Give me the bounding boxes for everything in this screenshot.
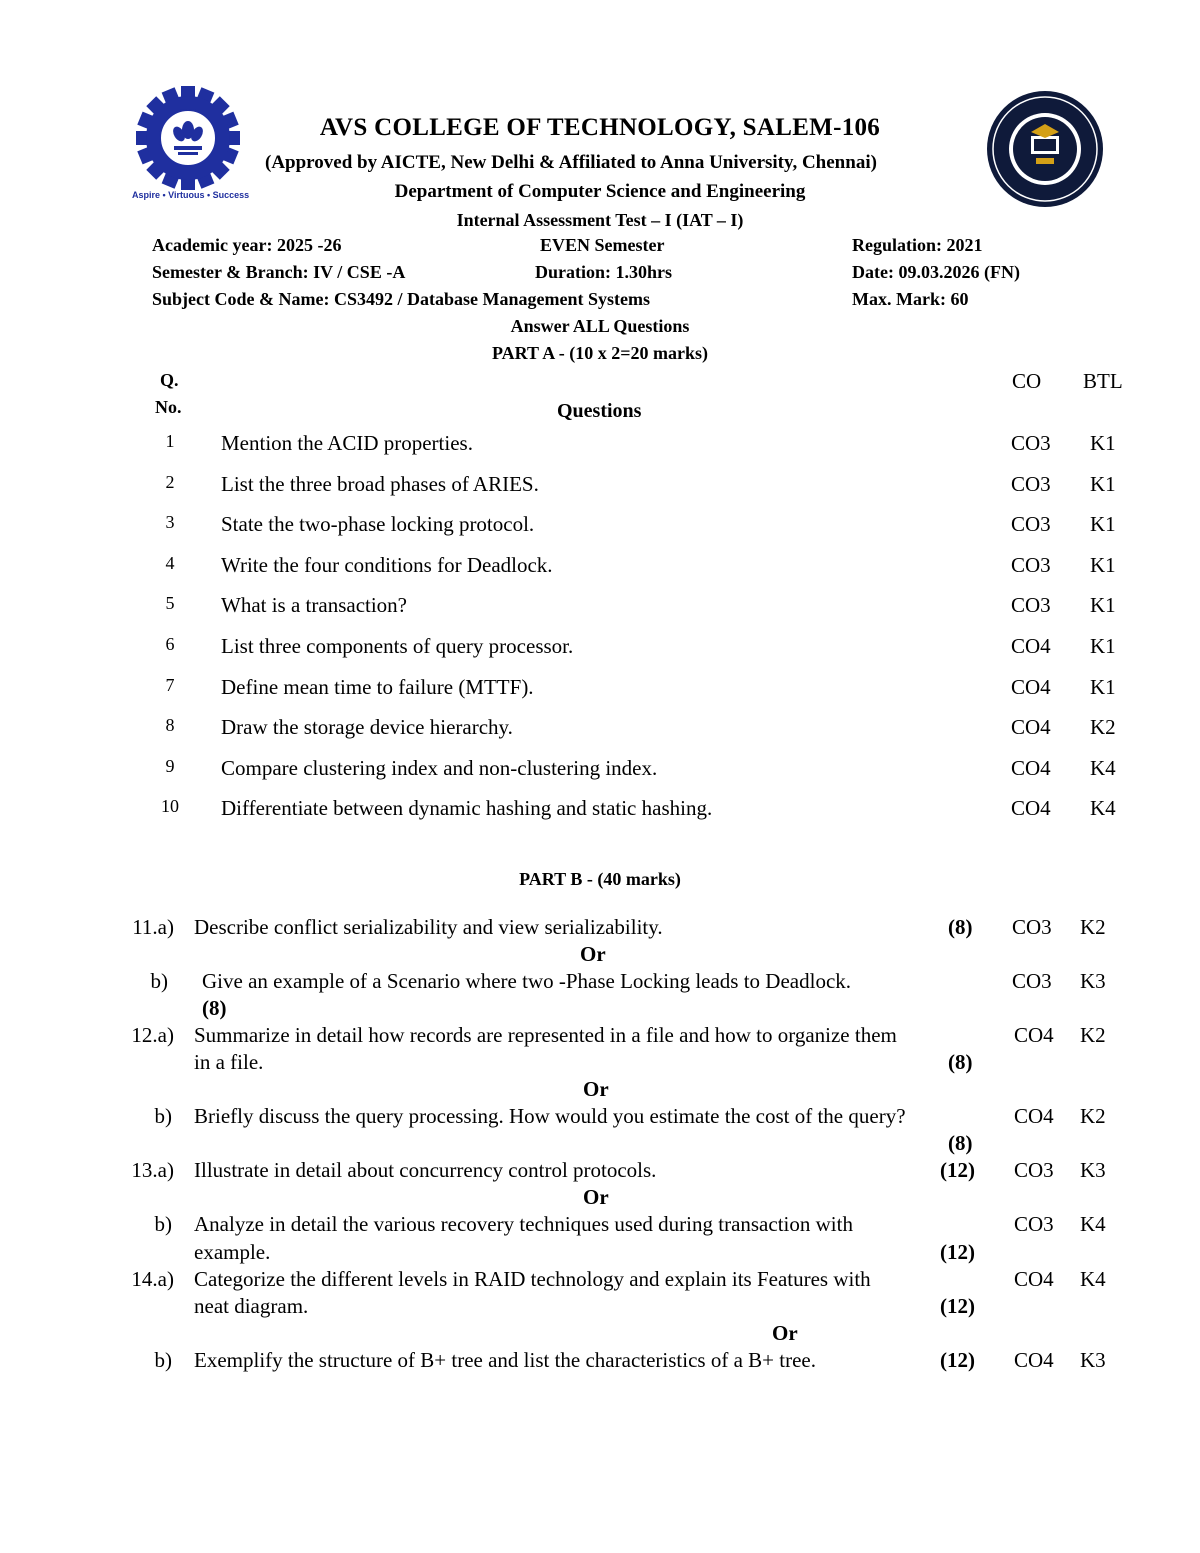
question-btl: K1: [1090, 553, 1116, 577]
question-number: 7: [165, 675, 175, 695]
q14b-text: Exemplify the structure of B+ tree and list the characteristics of a B+ tree.: [194, 1348, 816, 1372]
question-number: 9: [165, 756, 175, 776]
q13b-number: b): [154, 1212, 172, 1236]
question-number: 8: [165, 715, 175, 735]
subject: Subject Code & Name: CS3492 / Database Management Systems: [152, 289, 650, 309]
q12a-marks: (8): [948, 1050, 973, 1074]
q14a-btl: K4: [1080, 1267, 1106, 1291]
q12a-text-line2: in a file.: [194, 1050, 264, 1074]
q14b-co: CO4: [1014, 1348, 1054, 1372]
test-name: Internal Assessment Test – I (IAT – I): [456, 210, 744, 230]
question-text: List the three broad phases of ARIES.: [221, 472, 539, 496]
question-co: CO3: [1011, 553, 1051, 577]
q13a-text: Illustrate in detail about concurrency control protocols.: [194, 1158, 657, 1182]
q14a-text-line1: Categorize the different levels in RAID technology and explain its Features with: [194, 1267, 871, 1291]
question-co: CO3: [1011, 472, 1051, 496]
question-btl: K1: [1090, 431, 1116, 455]
q14a-marks: (12): [940, 1294, 975, 1318]
qno-header-1: Q.: [160, 370, 179, 390]
q13a-co: CO3: [1014, 1158, 1054, 1182]
q13b-co: CO3: [1014, 1212, 1054, 1236]
question-text: Define mean time to failure (MTTF).: [221, 675, 534, 699]
q13b-marks: (12): [940, 1240, 975, 1264]
or-divider: Or: [583, 1077, 609, 1101]
q14b-marks: (12): [940, 1348, 975, 1372]
q11a-text: Describe conflict serializability and view serializability.: [194, 915, 663, 939]
question-btl: K4: [1090, 756, 1116, 780]
q14a-co: CO4: [1014, 1267, 1054, 1291]
question-co: CO4: [1011, 634, 1051, 658]
academic-year: Academic year: 2025 -26: [152, 235, 342, 255]
btl-header: BTL: [1083, 369, 1123, 393]
q12a-text-line1: Summarize in detail how records are represented in a file and how to organize them: [194, 1023, 897, 1047]
q12b-text: Briefly discuss the query processing. How would you estimate the cost of the query?: [194, 1104, 906, 1128]
question-btl: K1: [1090, 512, 1116, 536]
q11a-co: CO3: [1012, 915, 1052, 939]
regulation: Regulation: 2021: [852, 235, 983, 255]
question-co: CO4: [1011, 675, 1051, 699]
college-name: AVS COLLEGE OF TECHNOLOGY, SALEM-106: [319, 114, 881, 141]
question-co: CO3: [1011, 431, 1051, 455]
q11b-text: Give an example of a Scenario where two -Phase Locking leads to Deadlock.: [202, 969, 852, 993]
question-number: 4: [165, 553, 175, 573]
question-co: CO4: [1011, 715, 1051, 739]
q14b-number: b): [154, 1348, 172, 1372]
q12b-marks: (8): [948, 1131, 973, 1155]
questions-header: Questions: [557, 400, 642, 422]
question-text: Write the four conditions for Deadlock.: [221, 553, 553, 577]
question-co: CO4: [1011, 756, 1051, 780]
q13a-marks: (12): [940, 1158, 975, 1182]
question-btl: K1: [1090, 593, 1116, 617]
approval-line: (Approved by AICTE, New Delhi & Affiliated to Anna University, Chennai): [265, 152, 877, 173]
question-btl: K2: [1090, 715, 1116, 739]
duration: Duration: 1.30hrs: [535, 262, 673, 282]
qno-header-2: No.: [155, 397, 182, 417]
semester-branch: Semester & Branch: IV / CSE -A: [152, 262, 406, 282]
question-number: 10: [161, 796, 179, 816]
or-divider: Or: [772, 1321, 798, 1345]
exam-date: Date: 09.03.2026 (FN): [852, 262, 1020, 282]
q13a-btl: K3: [1080, 1158, 1106, 1182]
q11a-marks: (8): [948, 915, 973, 939]
semester-type: EVEN Semester: [540, 235, 665, 255]
or-divider: Or: [580, 942, 606, 966]
q11a-btl: K2: [1080, 915, 1106, 939]
q14b-btl: K3: [1080, 1348, 1106, 1372]
question-text: List three components of query processor.: [221, 634, 574, 658]
q14a-number: 14.a): [131, 1267, 174, 1291]
q13b-text-line2: example.: [194, 1240, 271, 1264]
or-divider: Or: [583, 1185, 609, 1209]
q12a-co: CO4: [1014, 1023, 1054, 1047]
q12b-number: b): [154, 1104, 172, 1128]
question-btl: K1: [1090, 675, 1116, 699]
q14a-text-line2: neat diagram.: [194, 1294, 309, 1318]
q12a-number: 12.a): [131, 1023, 174, 1047]
question-text: Compare clustering index and non-clustering index.: [221, 756, 658, 780]
question-number: 6: [165, 634, 175, 654]
co-header: CO: [1012, 369, 1042, 393]
question-btl: K1: [1090, 472, 1116, 496]
max-mark: Max. Mark: 60: [852, 289, 969, 309]
q13b-btl: K4: [1080, 1212, 1106, 1236]
q11b-marks: (8): [202, 996, 227, 1020]
question-btl: K4: [1090, 796, 1116, 820]
q13a-number: 13.a): [131, 1158, 174, 1182]
question-text: What is a transaction?: [221, 593, 408, 617]
q11b-btl: K3: [1080, 969, 1106, 993]
part-b-title: PART B - (40 marks): [519, 869, 681, 889]
department-name: Department of Computer Science and Engineering: [394, 181, 806, 202]
q12a-btl: K2: [1080, 1023, 1106, 1047]
question-text: Draw the storage device hierarchy.: [221, 715, 513, 739]
question-text: State the two-phase locking protocol.: [221, 512, 535, 536]
part-a-title: PART A - (10 x 2=20 marks): [492, 343, 708, 363]
question-text: Mention the ACID properties.: [221, 431, 473, 455]
question-number: 2: [165, 472, 175, 492]
logo-caption: Aspire • Virtuous • Success: [132, 190, 250, 200]
q13b-text-line1: Analyze in detail the various recovery techniques used during transaction with: [194, 1212, 853, 1236]
question-number: 5: [165, 593, 175, 613]
question-text: Differentiate between dynamic hashing and static hashing.: [221, 796, 713, 820]
question-number: 1: [165, 431, 175, 451]
question-btl: K1: [1090, 634, 1116, 658]
q12b-co: CO4: [1014, 1104, 1054, 1128]
question-co: CO4: [1011, 796, 1051, 820]
question-number: 3: [165, 512, 175, 532]
q11b-co: CO3: [1012, 969, 1052, 993]
question-co: CO3: [1011, 512, 1051, 536]
instruction: Answer ALL Questions: [510, 316, 690, 336]
q12b-btl: K2: [1080, 1104, 1106, 1128]
question-co: CO3: [1011, 593, 1051, 617]
q11b-number: b): [150, 969, 168, 993]
q11a-number: 11.a): [132, 915, 174, 939]
